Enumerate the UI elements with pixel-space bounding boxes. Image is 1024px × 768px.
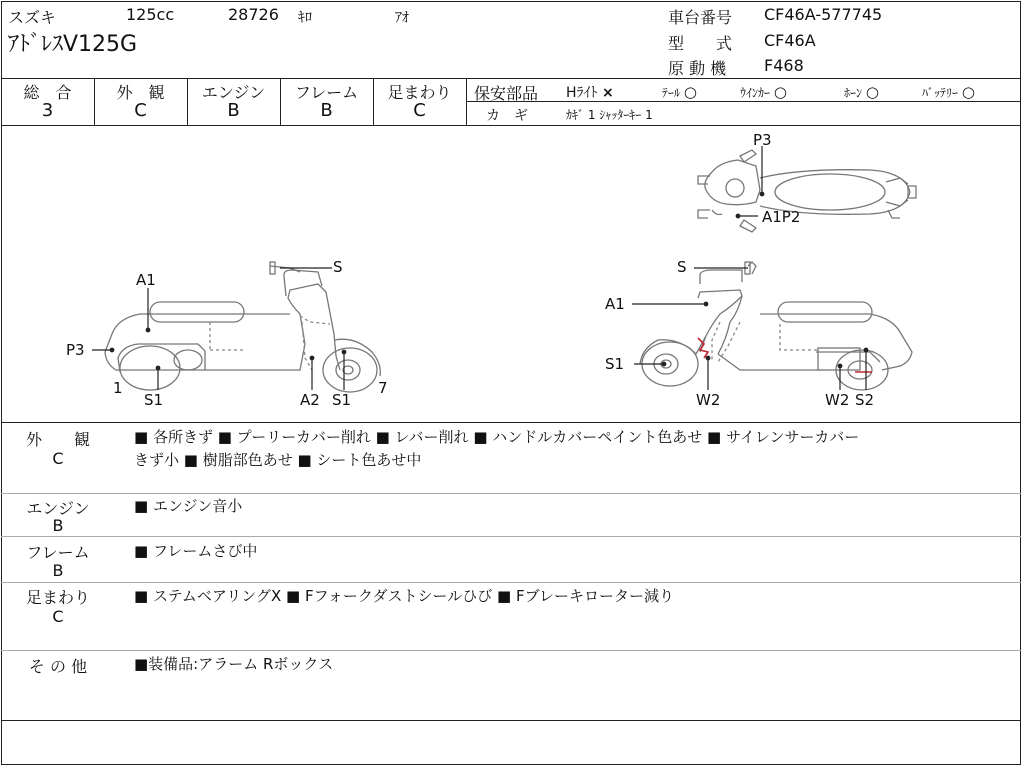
circle-mark-icon: ○ — [683, 83, 697, 101]
note-line: ■ エンジン音小 — [134, 497, 243, 515]
label-top-p3: P3 — [753, 131, 772, 149]
label-right-a1: A1 — [605, 295, 625, 313]
label-right-s2: S2 — [855, 391, 875, 409]
engine-value: F468 — [764, 56, 804, 75]
key-label: カ ギ — [486, 108, 528, 124]
divider — [1, 650, 1021, 651]
note-line: きず小 ■ 樹脂部色あせ ■ シート色あせ中 — [134, 451, 422, 469]
label-right-w2b: W2 — [825, 391, 850, 409]
type-value: CF46A — [764, 31, 816, 50]
grade-label-engine: エンジン — [201, 83, 266, 102]
label-left-s: S — [333, 258, 343, 276]
safety-item-taillight — [662, 83, 697, 101]
divider — [466, 78, 467, 125]
frame-no-label: 車台番号 — [668, 8, 733, 27]
divider — [1, 536, 1021, 537]
safety-item-name: Hﾗｲﾄ — [566, 85, 598, 101]
safety-item-name: ｳｲﾝｶｰ — [740, 86, 771, 100]
label-left-1: 1 — [113, 379, 123, 397]
note-line: ■装備品:アラーム Rボックス — [134, 655, 334, 673]
safety-item-name: ﾃｰﾙ — [662, 86, 681, 100]
displacement: 125cc — [126, 5, 175, 24]
label-left-7: 7 — [378, 379, 388, 397]
divider — [1, 78, 1021, 79]
label-left-a1: A1 — [136, 271, 156, 289]
grade-value-exterior: C — [134, 100, 147, 121]
safety-item-name: ﾊﾞｯﾃﾘｰ — [922, 86, 959, 100]
label-left-a2: A2 — [300, 391, 320, 409]
label-left-s1b: S1 — [332, 391, 352, 409]
circle-mark-icon: ○ — [961, 83, 975, 101]
grade-label-overall: 総 合 — [23, 83, 72, 102]
grade-value-suspension: C — [413, 100, 426, 121]
note-label: 足まわり — [25, 588, 90, 607]
safety-item-winker — [740, 83, 787, 101]
label-right-w2a: W2 — [696, 391, 721, 409]
scooter-right-side — [640, 262, 912, 390]
note-grade: C — [52, 449, 64, 468]
note-label: そ の 他 — [28, 657, 88, 676]
maker: スズキ — [8, 8, 57, 27]
mileage: 28726 — [228, 5, 279, 24]
circle-mark-icon: ○ — [865, 83, 879, 101]
note-line: ■ フレームさび中 — [134, 542, 258, 560]
cross-mark-icon: × — [601, 85, 614, 101]
frame-no: CF46A-577745 — [764, 5, 883, 24]
note-grade: B — [52, 516, 64, 535]
engine-label: 原 動 機 — [668, 59, 727, 78]
note-line: ■ 各所きず ■ プーリーカバー削れ ■ レバー削れ ■ ハンドルカバーペイント色あせ ■ サイレンサーカバー — [134, 428, 860, 446]
grade-label-exterior: 外 観 — [116, 83, 165, 102]
label-left-s1a: S1 — [144, 391, 164, 409]
note-label: 外 観 — [25, 430, 90, 449]
model-name: ｱﾄﾞﾚｽV125G — [8, 32, 138, 57]
grade-label-suspension: 足まわり — [387, 83, 452, 102]
safety-item-horn — [844, 83, 879, 101]
divider — [1, 422, 1021, 423]
safety-item-headlight — [566, 82, 614, 102]
grade-label-frame: フレーム — [294, 83, 359, 102]
mileage-unit: ｷﾛ — [298, 10, 312, 26]
safety-item-battery — [922, 83, 975, 101]
label-right-s1: S1 — [605, 355, 625, 373]
circle-mark-icon: ○ — [773, 83, 787, 101]
label-right-s: S — [677, 258, 687, 276]
divider — [1, 720, 1021, 721]
divider — [467, 101, 1021, 102]
grade-value-frame: B — [320, 100, 333, 121]
note-line: ■ ステムベアリングX ■ Fフォークダストシールひび ■ Fブレーキローター減り — [134, 587, 674, 605]
grade-value-overall: 3 — [41, 100, 54, 121]
color: ｱｵ — [395, 10, 409, 26]
divider — [1, 493, 1021, 494]
safety-item-name: ﾎｰﾝ — [844, 86, 863, 100]
scooter-top-view — [698, 150, 916, 232]
divider — [1, 582, 1021, 583]
label-left-p3: P3 — [66, 341, 85, 359]
grade-value-engine: B — [227, 100, 240, 121]
note-label: エンジン — [26, 499, 90, 518]
damage-diagram — [0, 126, 1022, 422]
note-label: フレーム — [26, 543, 90, 562]
type-label: 型 式 — [668, 34, 733, 53]
label-top-a1p2: A1P2 — [762, 208, 801, 226]
safety-label: 保安部品 — [474, 84, 539, 103]
key-value: ｶｷﾞ 1 ｼｬｯﾀｰｷｰ 1 — [566, 108, 653, 122]
note-grade: B — [52, 561, 64, 580]
note-grade: C — [52, 607, 64, 626]
